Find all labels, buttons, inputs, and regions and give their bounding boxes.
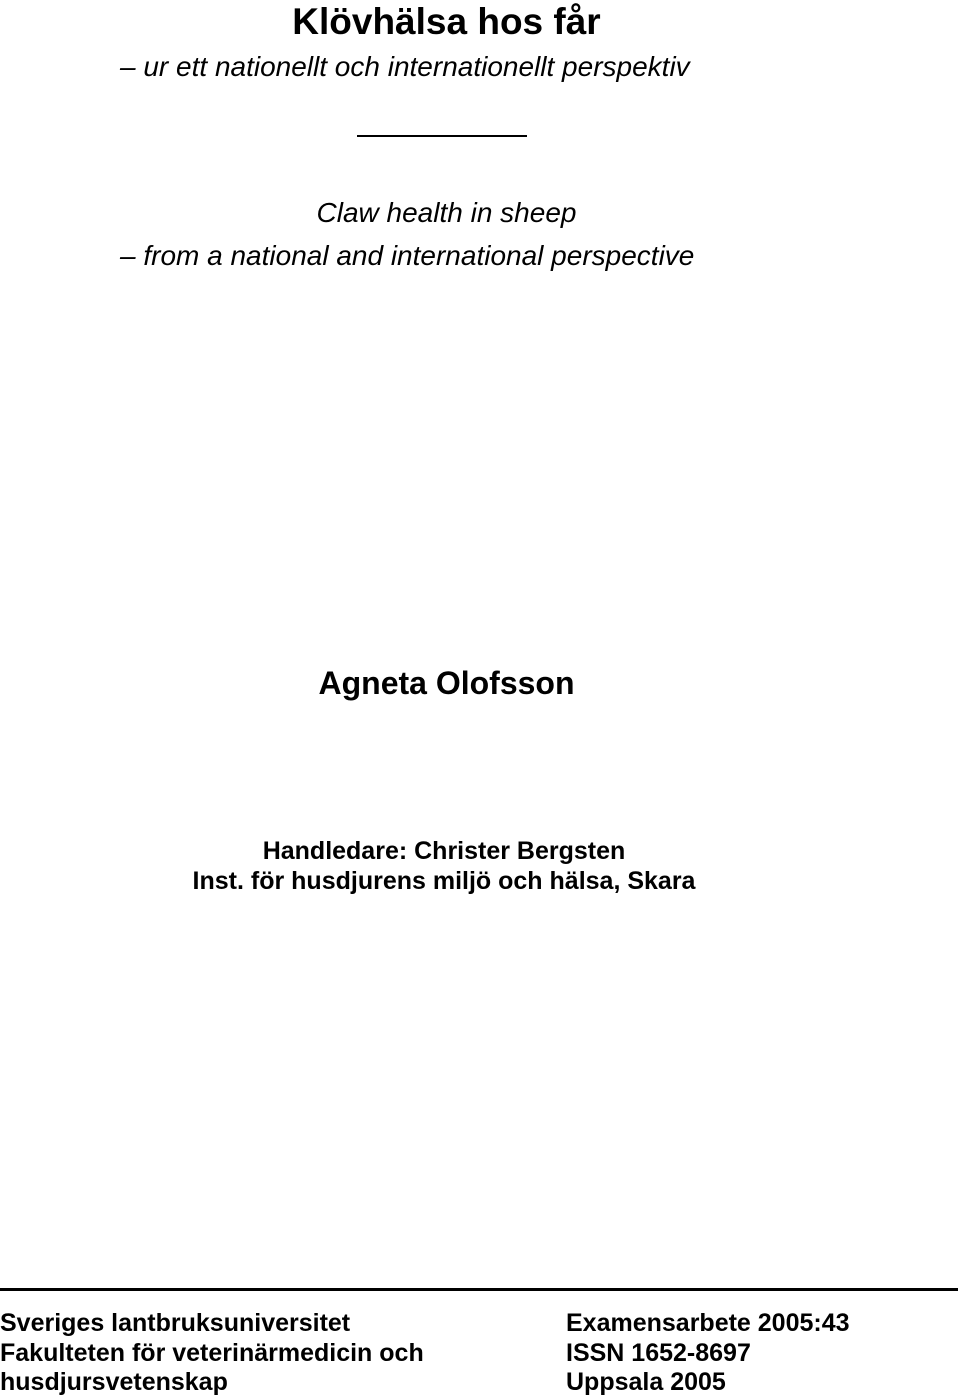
swedish-subtitle: – ur ett nationellt och internationellt perspektiv bbox=[120, 51, 690, 82]
department-line: Inst. för husdjurens miljö och hälsa, Skara bbox=[192, 867, 696, 895]
english-title: Claw health in sheep bbox=[316, 197, 577, 228]
supervisor-line: Handledare: Christer Bergsten bbox=[262, 837, 626, 865]
footer-faculty: Fakulteten för veterinärmedicin och bbox=[0, 1339, 424, 1367]
footer-university: Sveriges lantbruksuniversitet bbox=[0, 1309, 351, 1337]
document-title: Klövhälsa hos får bbox=[292, 1, 601, 42]
english-subtitle: – from a national and international perspective bbox=[120, 240, 695, 271]
footer-place-year: Uppsala 2005 bbox=[566, 1368, 726, 1396]
footer-faculty-cont: husdjursvetenskap bbox=[0, 1368, 228, 1396]
footer-thesis-number: Examensarbete 2005:43 bbox=[566, 1309, 850, 1337]
footer-issn: ISSN 1652-8697 bbox=[566, 1339, 751, 1367]
author-name: Agneta Olofsson bbox=[318, 665, 575, 701]
title-divider bbox=[357, 135, 527, 137]
footer-divider bbox=[0, 1288, 958, 1291]
